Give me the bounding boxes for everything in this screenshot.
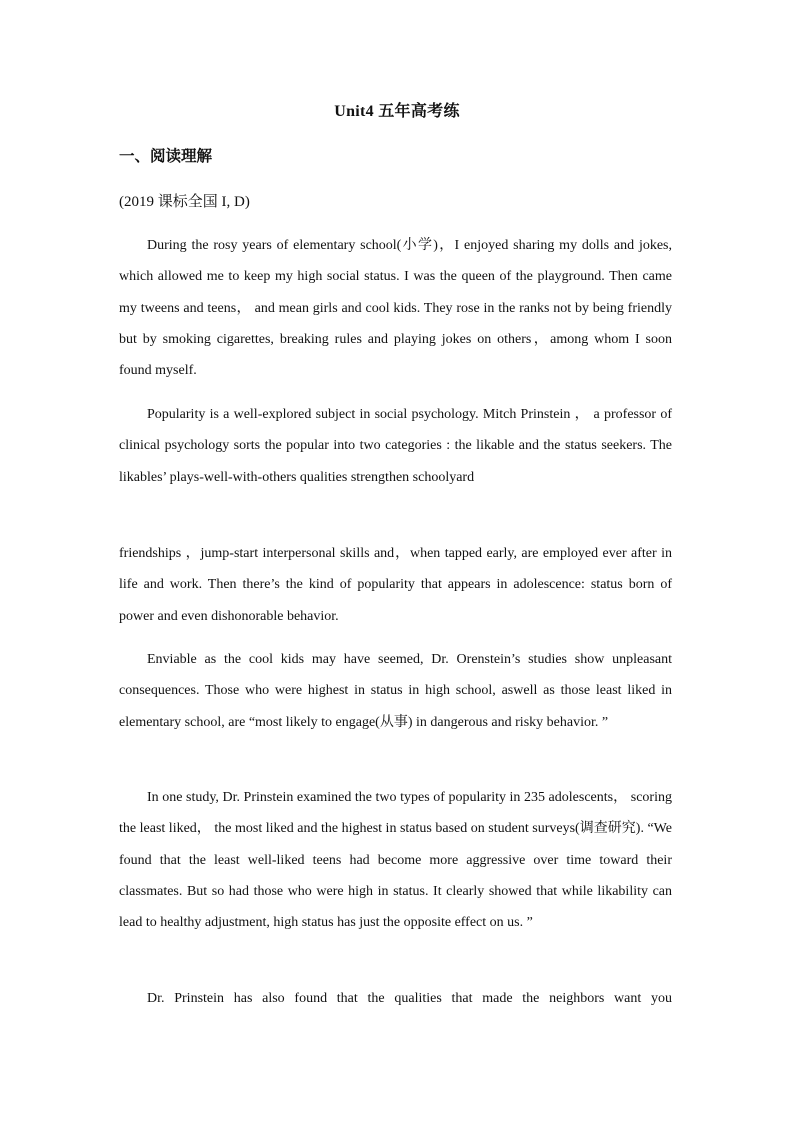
- paragraph-1: During the rosy years of elementary school(小学)，I enjoyed sharing my dolls and jokes, which allowed me to keep my high social status. I was the queen of the playground. Then came my tweens and teens， and mean girls and cool kids. They rose in the ranks not by being friendly but by smoking cigarettes, breaking rules and playing jokes on others，among whom I soon found myself.: [119, 238, 672, 379]
- paragraph-2: Popularity is a well-explored subject in social psychology. Mitch Prinstein ， a professor of clinical psychology sorts the popular into two categories : the likable and the status seekers. The likables’ plays-well-with-others qualities strengthen schoolyard: [119, 407, 672, 485]
- section-heading: 一、阅读理解: [119, 148, 213, 165]
- paragraph-5: Dr. Prinstein has also found that the qualities that made the neighbors want you: [147, 991, 672, 1006]
- source-citation: (2019 课标全国 I, D): [119, 194, 250, 210]
- paragraph-2-continued: friendships ，jump-start interpersonal skills and，when tapped early, are employed ever after in life and work. Then there’s the kind of popularity that appears in adolescence: status born of power and even dishonorable behavior.: [119, 546, 672, 624]
- paragraph-3: Enviable as the cool kids may have seemed, Dr. Orenstein’s studies show unpleasant consequences. Those who were highest in status in high school, aswell as those least liked in elementary school, are “most likely to engage(从事) in dangerous and risky behavior. ”: [119, 652, 672, 730]
- paragraph-4: In one study, Dr. Prinstein examined the two types of popularity in 235 adolescents， scoring the least liked， the most liked and the highest in status based on student surveys(调查研究). “We found that the least well-liked teens had become more aggressive over time toward their classmates. But so had those who were high in status. It clearly showed that while likability can lead to healthy adjustment, high status has just the opposite effect on us. ”: [119, 790, 672, 931]
- page-title: Unit4 五年高考练: [334, 103, 460, 120]
